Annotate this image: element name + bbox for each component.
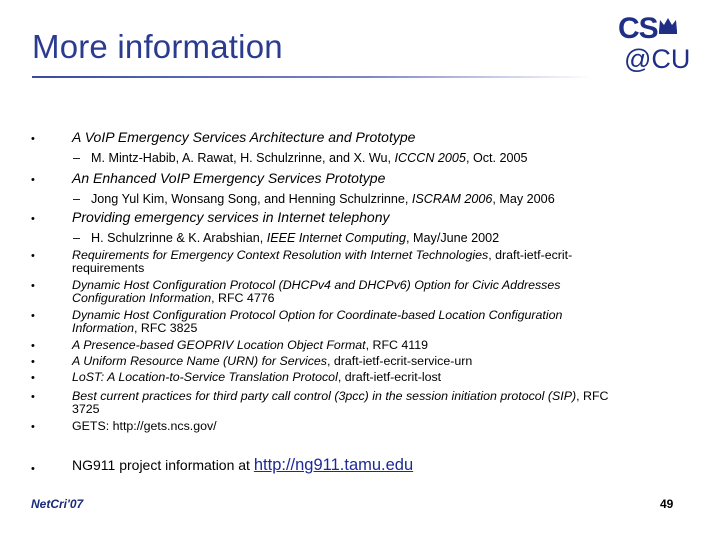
- ref-rfc4776: Dynamic Host Configuration Protocol (DHCPv4 and DHCPv6) Option for Civic Addresses: [72, 278, 561, 292]
- bullet-icon: •: [31, 133, 35, 145]
- paper-title-2: An Enhanced VoIP Emergency Services Prototype: [72, 170, 386, 186]
- paper-title-1: A VoIP Emergency Services Architecture and Prototype: [72, 129, 416, 145]
- bullet-icon: •: [31, 421, 35, 433]
- bullet-icon: •: [31, 310, 35, 322]
- paper-authors-1: – M. Mintz-Habib, A. Rawat, H. Schulzrinne, and X. Wu, ICCCN 2005, Oct. 2005: [73, 151, 528, 165]
- ng911-info: NG911 project information at http://ng911.tamu.edu: [72, 456, 414, 474]
- ref-rfc4776-cont: Configuration Information, RFC 4776: [72, 291, 275, 305]
- bullet-icon: •: [31, 174, 35, 186]
- paper-authors-3: – H. Schulzrinne & K. Arabshian, IEEE Internet Computing, May/June 2002: [73, 231, 500, 245]
- bullet-icon: •: [31, 213, 35, 225]
- bullet-icon: •: [31, 250, 35, 262]
- bullet-icon: •: [31, 340, 35, 352]
- ref-rfc3725-cont: 3725: [72, 402, 100, 416]
- bullet-icon: •: [31, 280, 35, 292]
- title-underline: [32, 76, 592, 78]
- bullet-icon: •: [31, 356, 35, 368]
- ref-rfc3825-cont: Information, RFC 3825: [72, 321, 198, 335]
- slide-title: More information: [32, 28, 283, 65]
- ref-ecrit-requirements-cont: requirements: [72, 261, 145, 275]
- bullet-icon: •: [31, 391, 35, 403]
- paper-authors-2: – Jong Yul Kim, Wonsang Song, and Henning Schulzrinne, ISCRAM 2006, May 2006: [73, 192, 555, 206]
- paper-title-3: Providing emergency services in Internet telephony: [72, 209, 390, 225]
- logo-cs-text: CS: [618, 12, 658, 45]
- ref-rfc4119: A Presence-based GEOPRIV Location Object Format, RFC 4119: [72, 338, 429, 352]
- crown-icon: [658, 16, 678, 34]
- ng911-link[interactable]: http://ng911.tamu.edu: [253, 456, 414, 474]
- ref-gets: GETS: http://gets.ncs.gov/: [72, 419, 217, 433]
- ref-rfc3725: Best current practices for third party call control (3pcc) in the session initiation protocol (SIP), RFC: [72, 389, 609, 403]
- ref-service-urn: A Uniform Resource Name (URN) for Services, draft-ietf-ecrit-service-urn: [72, 354, 473, 368]
- logo-at-cu-text: @CU: [624, 44, 691, 74]
- bullet-icon: •: [31, 372, 35, 384]
- bullet-icon: •: [31, 463, 35, 475]
- ref-ecrit-requirements: Requirements for Emergency Context Resolution with Internet Technologies, draft-ietf-ecrit-: [72, 248, 573, 262]
- footer-conference: NetCri'07: [31, 497, 84, 511]
- ref-lost: LoST: A Location-to-Service Translation Protocol, draft-ietf-ecrit-lost: [72, 370, 442, 384]
- cs-columbia-logo: [618, 12, 691, 74]
- page-number: 49: [660, 497, 674, 511]
- ref-rfc3825: Dynamic Host Configuration Protocol Option for Coordinate-based Location Configuration: [72, 308, 563, 322]
